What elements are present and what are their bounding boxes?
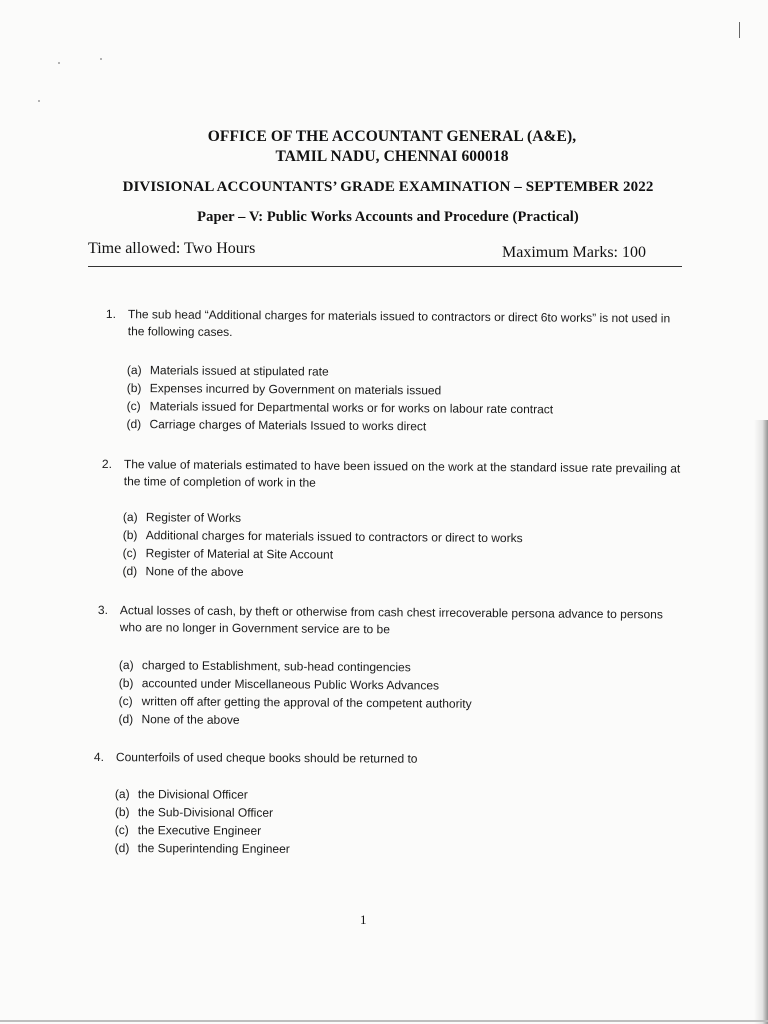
exam-meta-row [88, 240, 682, 267]
question-4-options [115, 785, 290, 858]
location-heading: TAMIL NADU, CHENNAI 600018 [275, 148, 509, 165]
maximum-marks: Maximum Marks: 100 [502, 244, 646, 261]
question-2-options [122, 508, 522, 583]
scan-speck [100, 58, 102, 60]
scan-speck [58, 62, 60, 64]
option-b: (b) accounted under Miscellaneous Public Works Advances [118, 675, 440, 693]
scan-bottom-edge [0, 1020, 768, 1022]
paper-title: Paper – V: Public Works Accounts and Procedure (Practical) [197, 209, 579, 225]
exam-title: DIVISIONAL ACCOUNTANTS’ GRADE EXAMINATION – SEPTEMBER 2022 [122, 179, 654, 195]
office-heading: OFFICE OF THE ACCOUNTANT GENERAL (A&E), [207, 128, 577, 145]
question-3-options [118, 656, 472, 731]
option-c: (c) the Executive Engineer [114, 822, 262, 838]
question-number: 4. [93, 750, 105, 765]
option-b: (b) the Sub-Divisional Officer [114, 804, 274, 820]
question-text: The sub head “Additional charges for materials issued to contractors or direct 6to works” is not used in the following cases. [127, 307, 671, 339]
scan-edge-shadow [754, 420, 768, 1024]
question-text: Actual losses of cash, by theft or otherwise from cash chest irrecoverable persona advance to persons who are no longer in Government service are to be [119, 603, 663, 637]
option-a: (a) the Divisional Officer [114, 787, 248, 802]
time-allowed: Time allowed: Two Hours [88, 240, 256, 257]
option-a: (a) Materials issued at stipulated rate [126, 362, 329, 379]
page-number: 1 [360, 912, 367, 927]
question-1-options [126, 361, 553, 436]
option-c: (c) Register of Material at Site Account [122, 545, 334, 562]
option-b: (b) Additional charges for materials issued to contractors or direct to works [122, 527, 523, 546]
option-d: (d) None of the above [122, 563, 244, 579]
option-a: (a) Register of Works [122, 509, 242, 525]
option-c: (c) written off after getting the approval of the competent authority [118, 693, 472, 711]
scan-edge-mark [739, 22, 740, 38]
option-a: (a) charged to Establishment, sub-head contingencies [118, 657, 411, 675]
option-d: (d) Carriage charges of Materials Issued to works direct [126, 416, 427, 434]
option-c: (c) Materials issued for Departmental works or for works on labour rate contract [126, 398, 554, 417]
question-number: 3. [97, 602, 109, 618]
question-number: 2. [101, 456, 113, 472]
scan-speck [38, 100, 40, 102]
option-d: (d) None of the above [118, 711, 240, 727]
option-b: (b) Expenses incurred by Government on materials issued [126, 380, 442, 398]
question-text: The value of materials estimated to have been issued on the work at the standard issue rate prevailing at the time of completion of work in the [123, 457, 681, 490]
question-number: 1. [105, 306, 117, 322]
question-text: Counterfoils of used cheque books should be returned to [115, 750, 418, 766]
option-d: (d) the Superintending Engineer [114, 840, 290, 856]
